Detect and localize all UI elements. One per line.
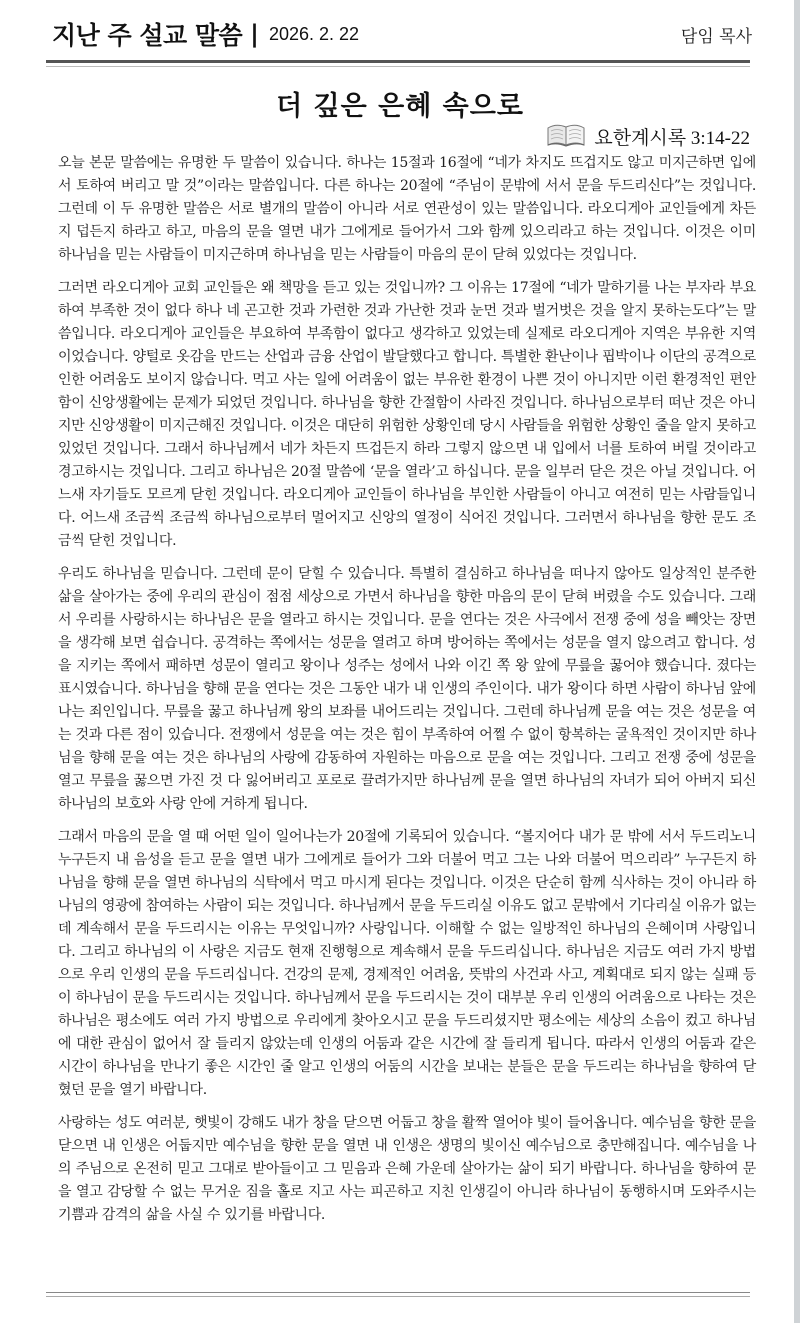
- section-title: 지난 주 설교 말씀: [52, 21, 243, 50]
- header-rule: [46, 60, 750, 63]
- paragraph: 오늘 본문 말씀에는 유명한 두 말씀이 있습니다. 하나는 15절과 16절에 “네가 차지도 뜨겁지도 않고 미지근하면 입에서 토하여 버리고 말 것”이라는 말씀입니다. 다른 하나는 20절에 “주님이 문밖에 서서 문을 두드리신다”는 것입니다. 그런데 이 두 유명한 말씀은 서로 별개의 말씀이 아니라 서로 연관성이 있는 말씀입니다. 라오디게아 교인들에게 차든지 덥든지 하라고 하고, 마음의 문을 열면 내가 그에게로 들어가서 그와 함께 있으리라고 하는 것입니다. 이것은 이미 하나님을 믿는 사람들이 미지근하며 하나님을 믿는 사람들이 마음의 문이 닫혀 있었다는 것입니다.: [58, 155, 756, 263]
- sermon-title: 더 깊은 은혜 속으로: [276, 91, 524, 122]
- page-edge-bar: [794, 0, 800, 1323]
- paragraph: 사랑하는 성도 여러분, 햇빛이 강해도 내가 창을 닫으면 어둡고 창을 활짝 열어야 빛이 들어옵니다. 예수님을 향한 문을 닫으면 내 인생은 어둡지만 예수님을 향한 문을 열면 내 인생은 생명의 빛이신 예수님으로 충만해집니다. 예수님을 나의 주님으로 온전히 믿고 그대로 받아들이고 그 믿음과 은혜 가운데 살아가는 삶이 되기 바랍니다. 하나님을 향하여 문을 열고 감당할 수 없는 무거운 짐을 홀로 지고 사는 피곤하고 지친 인생길이 아니라 하나님이 동행하시며 도와주시는 기쁨과 감격의 삶을 사실 수 있기를 바랍니다.: [58, 1115, 756, 1223]
- sermon-body: [58, 152, 756, 1237]
- bulletin-header: [52, 14, 752, 54]
- footer-rule-thin: [46, 1296, 750, 1297]
- paragraph: 그러면 라오디게아 교회 교인들은 왜 책망을 듣고 있는 것입니까? 그 이유는 17절에 “네가 말하기를 나는 부자라 부요하여 부족한 것이 없다 하나 네 곤고한 것과 가련한 것과 가난한 것과 눈먼 것과 벌거벗은 것을 알지 못하는도다”는 말씀입니다. 라오디게아 교인들은 부요하여 부족함이 없다고 생각하고 있었는데 실제로 라오디게아 지역은 부유한 지역이었습니다. 양털로 옷감을 만드는 산업과 금융 산업이 발달했다고 합니다. 특별한 환난이나 핍박이나 이단의 공격으로 인한 어려움도 보이지 않습니다. 먹고 사는 일에 어려움이 없는 부유한 환경이 나쁜 것이 아니지만 이런 환경적인 편안함이 신앙생활에는 문제가 되었던 것입니다. 하나님을 향한 간절함이 사라진 것입니다. 하나님으로부터 떠난 것은 아니지만 신앙생활이 미지근해진 것입니다. 이것은 대단히 위험한 상황인데 당시 사람들을 위험한 상황인 줄을 알지 못하고 있었던 것입니다. 그래서 하나님께서 네가 차든지 뜨겁든지 하라 그렇지 않으면 내 입에서 너를 토하여 버릴 것이라고 경고하시는 것입니다. 그리고 하나님은 20절 말씀에 ‘문을 열라’고 하십니다. 문을 일부러 닫은 것은 아닐 것입니다. 어느새 자기들도 모르게 닫힌 것입니다. 라오디게아 교인들이 하나님을 부인한 사람들이 아니고 여전히 믿는 사람들입니다. 어느새 조금씩 조금씩 하나님으로부터 멀어지고 신앙의 열정이 식어진 것입니다. 그러면서 하나님을 향한 문도 조금씩 닫힌 것입니다.: [58, 280, 756, 549]
- preacher-label: 담임 목사: [680, 26, 752, 47]
- sermon-date: 2026. 2. 22: [268, 23, 360, 44]
- scripture-reference: [546, 120, 750, 152]
- header-rule-thin: [46, 66, 750, 67]
- open-book-icon: [546, 120, 586, 152]
- paragraph: 그래서 마음의 문을 열 때 어떤 일이 일어나는가 20절에 기록되어 있습니다. “볼지어다 내가 문 밖에 서서 두드리노니 누구든지 내 음성을 듣고 문을 열면 내가 그에게로 들어가 그와 더불어 먹고 그는 나와 더불어 먹으리라” 누구든지 하나님을 향해 문을 열면 하나님의 식탁에서 먹고 마시게 된다는 것입니다. 이것은 단순히 함께 식사하는 것이 아니라 하나님의 영광에 참여하는 사람이 되는 것입니다. 하나님께서 문을 두드리실 이유도 없고 문밖에서 기다리실 이유가 없는데 계속해서 문을 두드리시는 이유는 무엇입니까? 사랑입니다. 이해할 수 없는 일방적인 하나님의 은혜이며 사랑입니다. 그리고 하나님의 이 사랑은 지금도 현재 진행형으로 계속해서 문을 두드리십니다. 하나님은 지금도 여러 가지 방법으로 우리 인생의 문을 두드리십니다. 건강의 문제, 경제적인 어려움, 뜻밖의 사건과 사고, 계획대로 되지 않는 실패 등이 하나님이 문을 두드리시는 것입니다. 하나님께서 문을 두드리시는 것이 대부분 우리 인생의 어려움으로 나타는 것은 하나님은 평소에도 여러 가지 방법으로 우리에게 찾아오시고 문을 두드리셨지만 평소에는 세상의 소음이 컸고 하나님에 대한 관심이 없어서 잘 들리지 않았는데 인생의 어둠과 같은 시간에 잘 들리게 됩니다. 따라서 인생의 어둠과 같은 시간이 하나님을 만나기 좋은 시간인 줄 알고 인생의 어둠의 시간을 보내는 분들은 문을 두드리는 하나님을 향하여 닫혔던 문을 열기 바랍니다.: [58, 829, 756, 1098]
- paragraph: 우리도 하나님을 믿습니다. 그런데 문이 닫힐 수 있습니다. 특별히 결심하고 하나님을 떠나지 않아도 일상적인 분주한 삶을 살아가는 중에 우리의 관심이 점점 세상으로 가면서 하나님을 향한 마음의 문이 닫혀 버렸을 수도 있습니다. 그래서 우리를 사랑하시는 하나님은 문을 열라고 하시는 것입니다. 문을 연다는 것은 사극에서 전쟁 중에 성을 빼앗는 장면을 생각해 보면 쉽습니다. 공격하는 쪽에서는 성문을 열려고 하며 방어하는 쪽에서는 성문을 열지 않으려고 합니다. 성을 지키는 쪽에서 패하면 성문이 열리고 왕이나 성주는 성에서 나와 이긴 쪽 왕 앞에 무릎을 꿇어야 했습니다. 졌다는 표시였습니다. 하나님을 향해 문을 연다는 것은 그동안 내가 내 인생의 주인이다. 내가 왕이다 하면 사람이 하나님 앞에 나는 죄인입니다. 무릎을 꿇고 하나님께 왕의 보좌를 내어드리는 것입니다. 그런데 하나님께 문을 여는 것은 성문을 여는 것과 다른 점이 있습니다. 전쟁에서 성문을 여는 것은 힘이 부족하여 어쩔 수 없이 항복하는 굴욕적인 것이지만 하나님을 향해 문을 여는 것은 하나님의 사랑에 감동하여 자원하는 마음으로 문을 여는 것입니다. 그리고 전쟁 중에 성문을 열고 무릎을 꿇으면 가진 것 다 잃어버리고 포로로 끌려가지만 하나님께 문을 열면 하나님의 자녀가 되어 아버지 되신 하나님의 보호와 사랑 안에 거하게 됩니다.: [58, 566, 756, 812]
- footer-rule: [46, 1292, 750, 1293]
- header-separator: |: [250, 20, 259, 48]
- scripture-text: 요한계시록 3:14-22: [594, 127, 750, 149]
